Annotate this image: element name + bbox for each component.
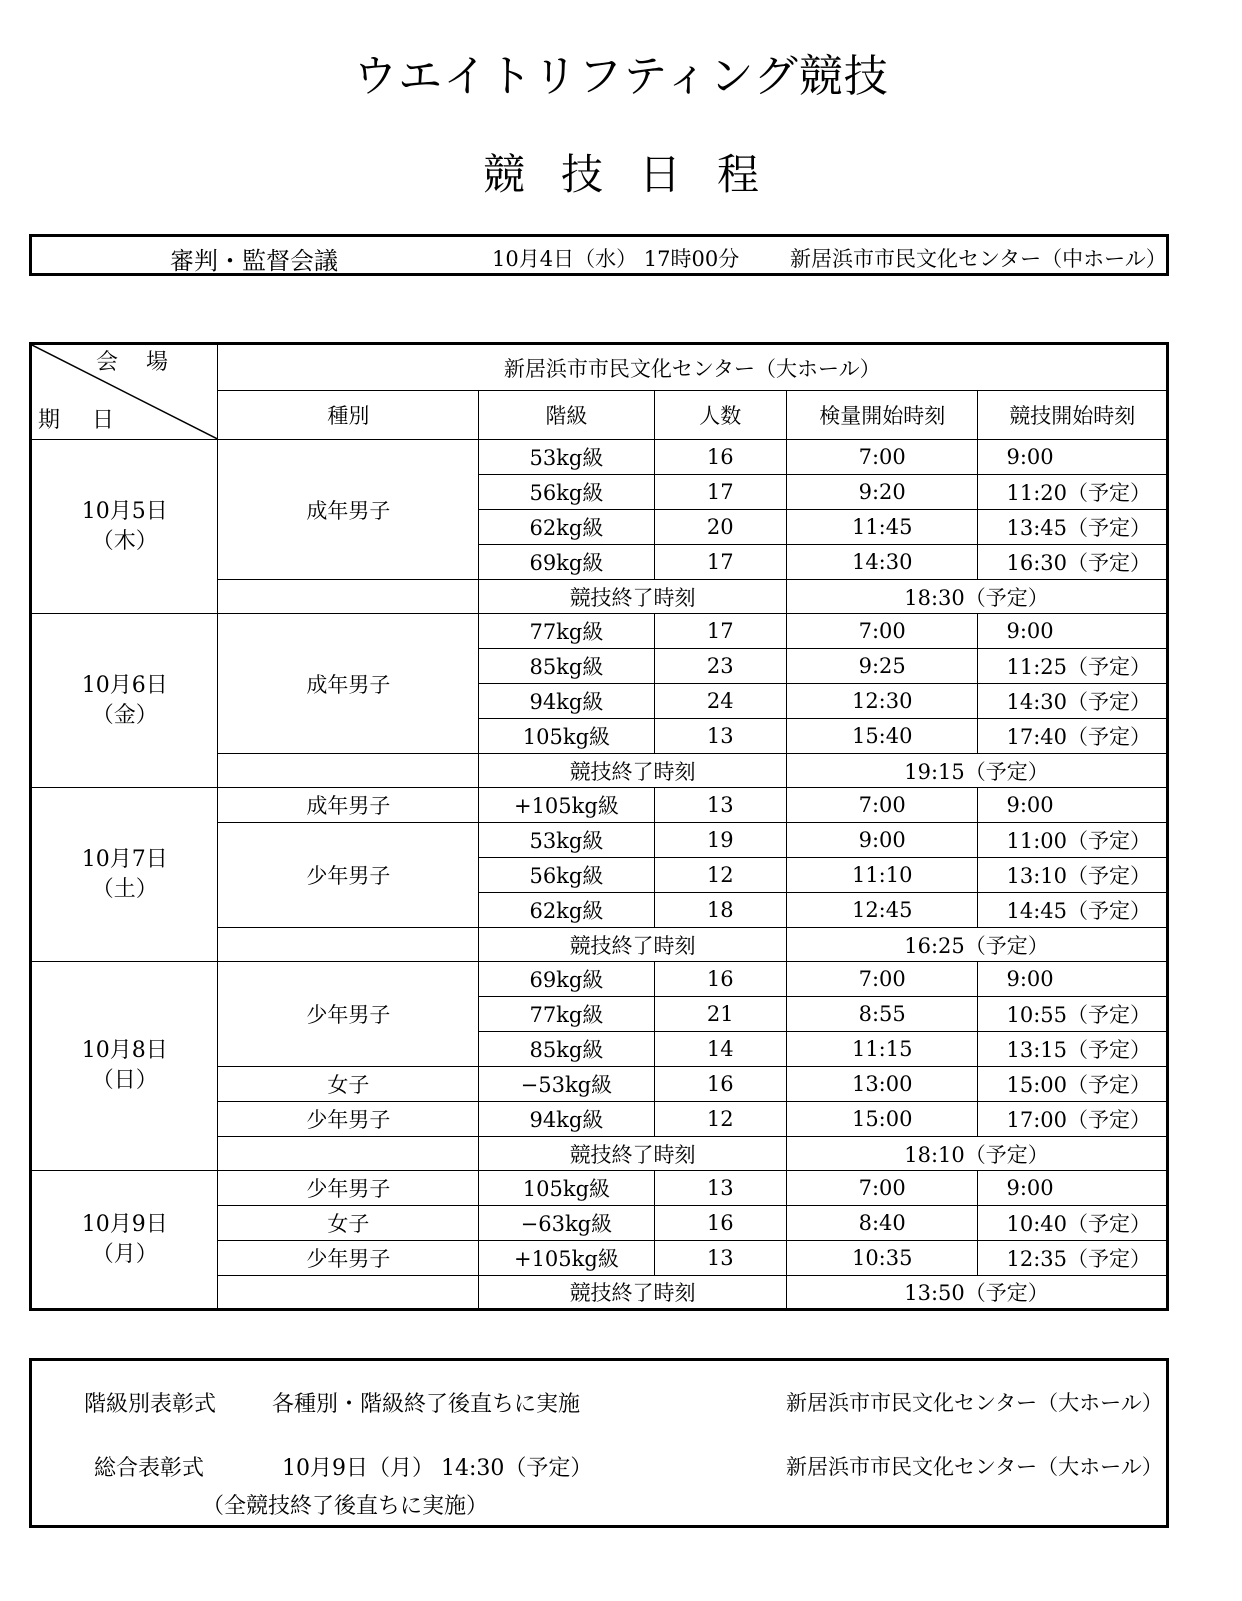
- meeting-label: 審判・監督会議: [170, 247, 338, 275]
- end-row-blank-cell: [218, 928, 479, 962]
- weight-class-cell: 53kg級: [479, 823, 654, 858]
- count-cell: 20: [654, 510, 786, 545]
- weight-class-cell: 94kg級: [479, 684, 654, 719]
- weight-class-cell: +105kg級: [479, 1241, 654, 1276]
- weight-class-cell: 85kg級: [479, 1032, 654, 1067]
- end-row-blank-cell: [218, 1276, 479, 1310]
- end-time-value: 18:30（予定）: [786, 580, 1167, 614]
- weight-class-cell: 56kg級: [479, 858, 654, 893]
- table-row: [31, 1171, 1168, 1206]
- weigh-in-cell: 10:35: [786, 1241, 978, 1276]
- weigh-in-cell: 9:25: [786, 649, 978, 684]
- count-cell: 13: [654, 719, 786, 754]
- weekday-text: （土）: [91, 876, 158, 902]
- document-title: ウエイトリフティング競技: [353, 51, 889, 102]
- meeting-datetime: 10月4日（水） 17時00分: [492, 247, 740, 271]
- schedule-table: [29, 342, 1169, 1311]
- corner-header-cell: [31, 344, 218, 440]
- awards-box: [29, 1358, 1169, 1528]
- weigh-in-cell: 8:55: [786, 997, 978, 1032]
- weekday-text: （木）: [91, 528, 158, 554]
- weight-class-cell: 105kg級: [479, 719, 654, 754]
- header-start: 競技開始時刻: [978, 391, 1168, 440]
- weigh-in-cell: 11:10: [786, 858, 978, 893]
- weight-class-cell: 56kg級: [479, 475, 654, 510]
- end-time-value: 18:10（予定）: [786, 1137, 1167, 1171]
- count-cell: 17: [654, 475, 786, 510]
- date-text: 10月6日: [81, 672, 168, 698]
- weigh-in-cell: 7:00: [786, 614, 978, 649]
- date-cell: [31, 440, 218, 614]
- start-time-cell: 9:00: [978, 962, 1168, 997]
- weigh-in-cell: 13:00: [786, 1067, 978, 1102]
- document-subtitle: 競技日程: [482, 150, 795, 199]
- weigh-in-cell: 11:15: [786, 1032, 978, 1067]
- class-award-timing: 各種別・階級終了後直ちに実施: [272, 1392, 581, 1417]
- weight-class-cell: 69kg級: [479, 962, 654, 997]
- start-time-cell: 11:20（予定）: [978, 475, 1168, 510]
- meeting-box: [29, 234, 1169, 276]
- class-award-label: 階級別表彰式: [84, 1392, 217, 1417]
- count-cell: 23: [654, 649, 786, 684]
- weekday-text: （日）: [91, 1068, 158, 1093]
- weigh-in-cell: 7:00: [786, 788, 978, 823]
- meeting-venue: 新居浜市市民文化センター（中ホール）: [790, 247, 1167, 271]
- weigh-in-cell: 15:40: [786, 719, 978, 754]
- count-cell: 16: [654, 962, 786, 997]
- overall-award-note: （全競技終了後直ちに実施）: [202, 1494, 489, 1519]
- weight-class-cell: 85kg級: [479, 649, 654, 684]
- category-cell: 少年男子: [218, 1241, 479, 1276]
- venue-header: 新居浜市市民文化センター（大ホール）: [218, 344, 1168, 391]
- weight-class-cell: 62kg級: [479, 510, 654, 545]
- overall-award-label: 総合表彰式: [94, 1456, 205, 1481]
- date-cell: [31, 962, 218, 1171]
- start-time-cell: 14:30（予定）: [978, 684, 1168, 719]
- weigh-in-cell: 9:00: [786, 823, 978, 858]
- start-time-cell: 10:55（予定）: [978, 997, 1168, 1032]
- category-cell: 成年男子: [218, 614, 479, 754]
- corner-venue-label: 会場: [96, 350, 197, 375]
- count-cell: 24: [654, 684, 786, 719]
- end-row-blank-cell: [218, 754, 479, 788]
- weight-class-cell: 69kg級: [479, 545, 654, 580]
- count-cell: 16: [654, 440, 786, 475]
- count-cell: 12: [654, 858, 786, 893]
- weight-class-cell: +105kg級: [479, 788, 654, 823]
- start-time-cell: 17:40（予定）: [978, 719, 1168, 754]
- start-time-cell: 10:40（予定）: [978, 1206, 1168, 1241]
- count-cell: 12: [654, 1102, 786, 1137]
- overall-award-datetime: 10月9日（月） 14:30（予定）: [282, 1456, 593, 1481]
- category-cell: 少年男子: [218, 1102, 479, 1137]
- category-cell: 成年男子: [218, 788, 479, 823]
- weight-class-cell: 62kg級: [479, 893, 654, 928]
- weigh-in-cell: 12:30: [786, 684, 978, 719]
- start-time-cell: 15:00（予定）: [978, 1067, 1168, 1102]
- start-time-cell: 9:00: [978, 788, 1168, 823]
- date-cell: [31, 1171, 218, 1310]
- date-text: 10月9日: [81, 1211, 168, 1237]
- weigh-in-cell: 8:40: [786, 1206, 978, 1241]
- end-row-blank-cell: [218, 1137, 479, 1171]
- start-time-cell: 11:25（予定）: [978, 649, 1168, 684]
- start-time-cell: 14:45（予定）: [978, 893, 1168, 928]
- table-row: [31, 614, 1168, 649]
- category-cell: 少年男子: [218, 962, 479, 1067]
- weigh-in-cell: 14:30: [786, 545, 978, 580]
- corner-date-label: 期日: [38, 408, 147, 433]
- weigh-in-cell: 7:00: [786, 440, 978, 475]
- header-count: 人数: [654, 391, 786, 440]
- weigh-in-cell: 9:20: [786, 475, 978, 510]
- end-time-label: 競技終了時刻: [479, 1137, 787, 1171]
- category-cell: 女子: [218, 1067, 479, 1102]
- header-weight-class: 階級: [479, 391, 654, 440]
- start-time-cell: 9:00: [978, 440, 1168, 475]
- date-text: 10月8日: [81, 1038, 168, 1063]
- header-weigh-in: 検量開始時刻: [786, 391, 978, 440]
- weight-class-cell: 105kg級: [479, 1171, 654, 1206]
- date-cell: [31, 614, 218, 788]
- table-row: [31, 788, 1168, 823]
- count-cell: 18: [654, 893, 786, 928]
- class-award-venue: 新居浜市市民文化センター（大ホール）: [786, 1391, 1163, 1415]
- count-cell: 21: [654, 997, 786, 1032]
- weight-class-cell: 94kg級: [479, 1102, 654, 1137]
- end-time-value: 13:50（予定）: [786, 1276, 1167, 1310]
- date-cell: [31, 788, 218, 962]
- weight-class-cell: 77kg級: [479, 997, 654, 1032]
- count-cell: 13: [654, 788, 786, 823]
- weigh-in-cell: 11:45: [786, 510, 978, 545]
- category-cell: 成年男子: [218, 440, 479, 580]
- weekday-text: （金）: [91, 702, 158, 728]
- category-cell: 女子: [218, 1206, 479, 1241]
- weight-class-cell: 53kg級: [479, 440, 654, 475]
- end-time-label: 競技終了時刻: [479, 754, 787, 788]
- category-cell: 少年男子: [218, 823, 479, 928]
- weigh-in-cell: 12:45: [786, 893, 978, 928]
- weight-class-cell: −63kg級: [479, 1206, 654, 1241]
- weigh-in-cell: 7:00: [786, 962, 978, 997]
- start-time-cell: 13:10（予定）: [978, 858, 1168, 893]
- weight-class-cell: 77kg級: [479, 614, 654, 649]
- start-time-cell: 13:45（予定）: [978, 510, 1168, 545]
- count-cell: 17: [654, 545, 786, 580]
- table-row: [31, 962, 1168, 997]
- start-time-cell: 11:00（予定）: [978, 823, 1168, 858]
- count-cell: 19: [654, 823, 786, 858]
- weight-class-cell: −53kg級: [479, 1067, 654, 1102]
- weekday-text: （月）: [91, 1241, 158, 1267]
- end-time-label: 競技終了時刻: [479, 928, 787, 962]
- count-cell: 17: [654, 614, 786, 649]
- end-time-label: 競技終了時刻: [479, 1276, 787, 1310]
- start-time-cell: 12:35（予定）: [978, 1241, 1168, 1276]
- table-row: [31, 440, 1168, 475]
- count-cell: 13: [654, 1171, 786, 1206]
- start-time-cell: 17:00（予定）: [978, 1102, 1168, 1137]
- count-cell: 14: [654, 1032, 786, 1067]
- end-row-blank-cell: [218, 580, 479, 614]
- end-time-label: 競技終了時刻: [479, 580, 787, 614]
- end-time-value: 19:15（予定）: [786, 754, 1167, 788]
- overall-award-venue: 新居浜市市民文化センター（大ホール）: [786, 1455, 1163, 1479]
- header-category: 種別: [218, 391, 479, 440]
- start-time-cell: 9:00: [978, 614, 1168, 649]
- start-time-cell: 9:00: [978, 1171, 1168, 1206]
- date-text: 10月7日: [81, 846, 168, 872]
- count-cell: 13: [654, 1241, 786, 1276]
- count-cell: 16: [654, 1067, 786, 1102]
- date-text: 10月5日: [81, 498, 168, 524]
- start-time-cell: 16:30（予定）: [978, 545, 1168, 580]
- end-time-value: 16:25（予定）: [786, 928, 1167, 962]
- count-cell: 16: [654, 1206, 786, 1241]
- weigh-in-cell: 15:00: [786, 1102, 978, 1137]
- category-cell: 少年男子: [218, 1171, 479, 1206]
- start-time-cell: 13:15（予定）: [978, 1032, 1168, 1067]
- weigh-in-cell: 7:00: [786, 1171, 978, 1206]
